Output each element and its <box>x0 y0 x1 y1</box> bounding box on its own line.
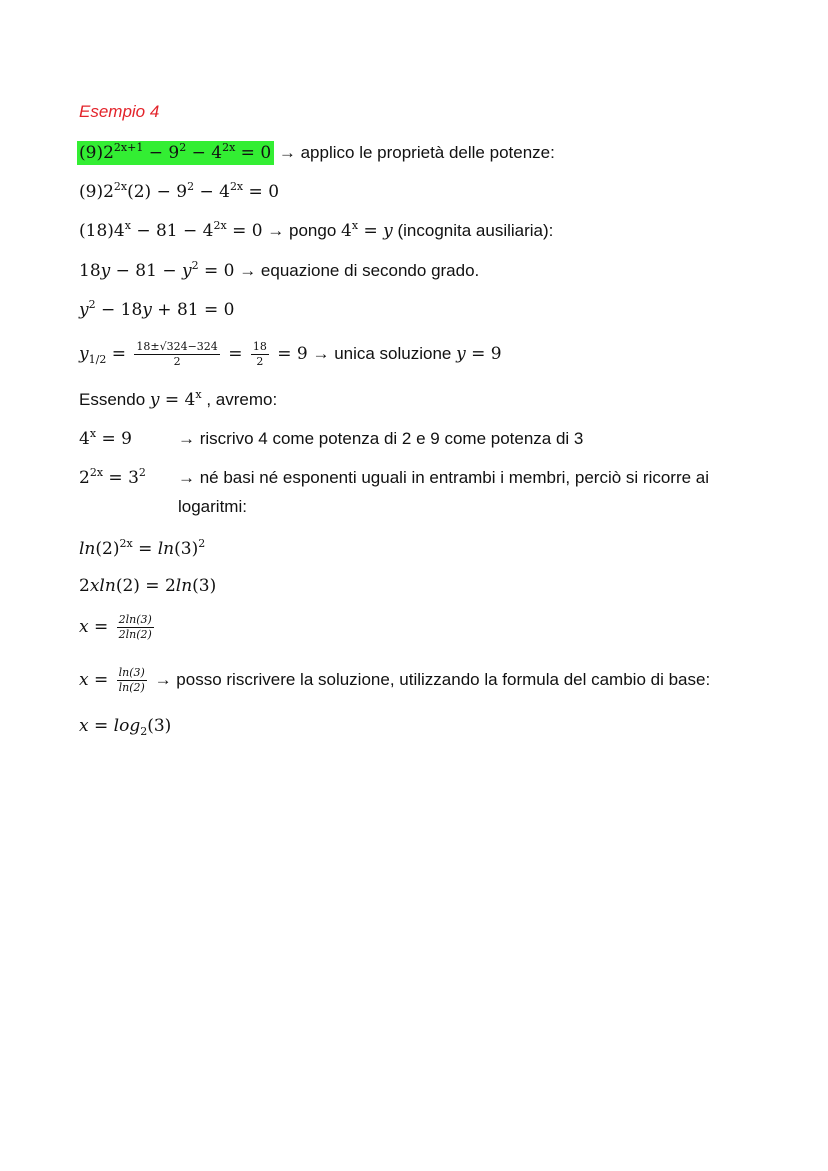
line-4-note: → equazione di secondo grado. <box>234 261 480 280</box>
equation-line-9: $2^{2x} = 3^2$ → né basi né esponenti uguali in entrambi i membri, perciò si ricorre ai logaritmi: <box>79 466 710 516</box>
line-8-note: → riscrivo 4 come potenza di 2 e 9 come potenza di 3 <box>178 429 584 448</box>
line-6-note: → unica soluzione <box>307 344 457 363</box>
log-fraction-2: $\frac{\ln(3)}{\ln(2)}$ <box>118 666 145 694</box>
line-9-note: → né basi né esponenti uguali in entrambi i membri, perciò si ricorre ai <box>178 468 710 487</box>
equation-line-12: x = $\frac{2\ln(3)}{2\ln(2)}$ <box>79 613 152 641</box>
line-1-note: → applico le proprietà delle potenze: <box>274 143 555 162</box>
equation-line-6: $y_{1/2}$ = $\frac{18\pm√324-324}{2}$ = $\frac{18}{2}$ = 9 → unica soluzione y = 9 <box>79 340 502 368</box>
equation-line-2: $(9)2^{2x}(2) - 9^2 - 4^{2x} = 0$ <box>79 180 280 202</box>
equation-line-4: $18y - 81 - y^2 = 0$ → equazione di secondo grado. <box>79 259 480 281</box>
equation-line-10: $\ln(2)^{2x} = \ln(3)^2$ <box>79 537 206 559</box>
equation-line-14: $x = \log_2(3)$ <box>79 716 172 738</box>
line-3-note: → pongo <box>262 221 342 240</box>
equation-line-13: x = $\frac{\ln(3)}{\ln(2)}$ → posso riscrivere la soluzione, utilizzando la formula del cambio di base: <box>79 666 711 694</box>
log-fraction-1: $\frac{2\ln(3)}{2\ln(2)}$ <box>118 613 152 641</box>
equation-line-11: 2xln(2) = 2ln(3) <box>79 576 217 596</box>
simplified-fraction: $\frac{18}{2}$ <box>252 340 267 368</box>
equation-line-7: Essendo $y = 4^x$ , avremo: <box>79 388 278 410</box>
equation-line-5: $y^2 - 18y + 81 = 0$ <box>79 298 235 320</box>
line-13-note: → posso riscrivere la soluzione, utilizzando la formula del cambio di base: <box>149 670 711 689</box>
equation-line-1 <box>79 142 555 164</box>
equation-line-8: $4^x = 9$ → riscrivo 4 come potenza di 2 e 9 come potenza di 3 <box>79 427 584 449</box>
highlighted-equation: $(9)2^{2x+1} - 9^2 - 4^{2x} = 0$ <box>77 141 274 165</box>
example-title: Esempio 4 <box>79 102 160 121</box>
equation-line-3: $(18)4^x - 81 - 4^{2x} = 0$ → pongo $4^x = y$ (incognita ausiliaria): <box>79 219 554 241</box>
quadratic-fraction: $\frac{18\pm√324-324}{2}$ <box>136 340 218 368</box>
line-9-note-cont: logaritmi: <box>178 497 247 516</box>
